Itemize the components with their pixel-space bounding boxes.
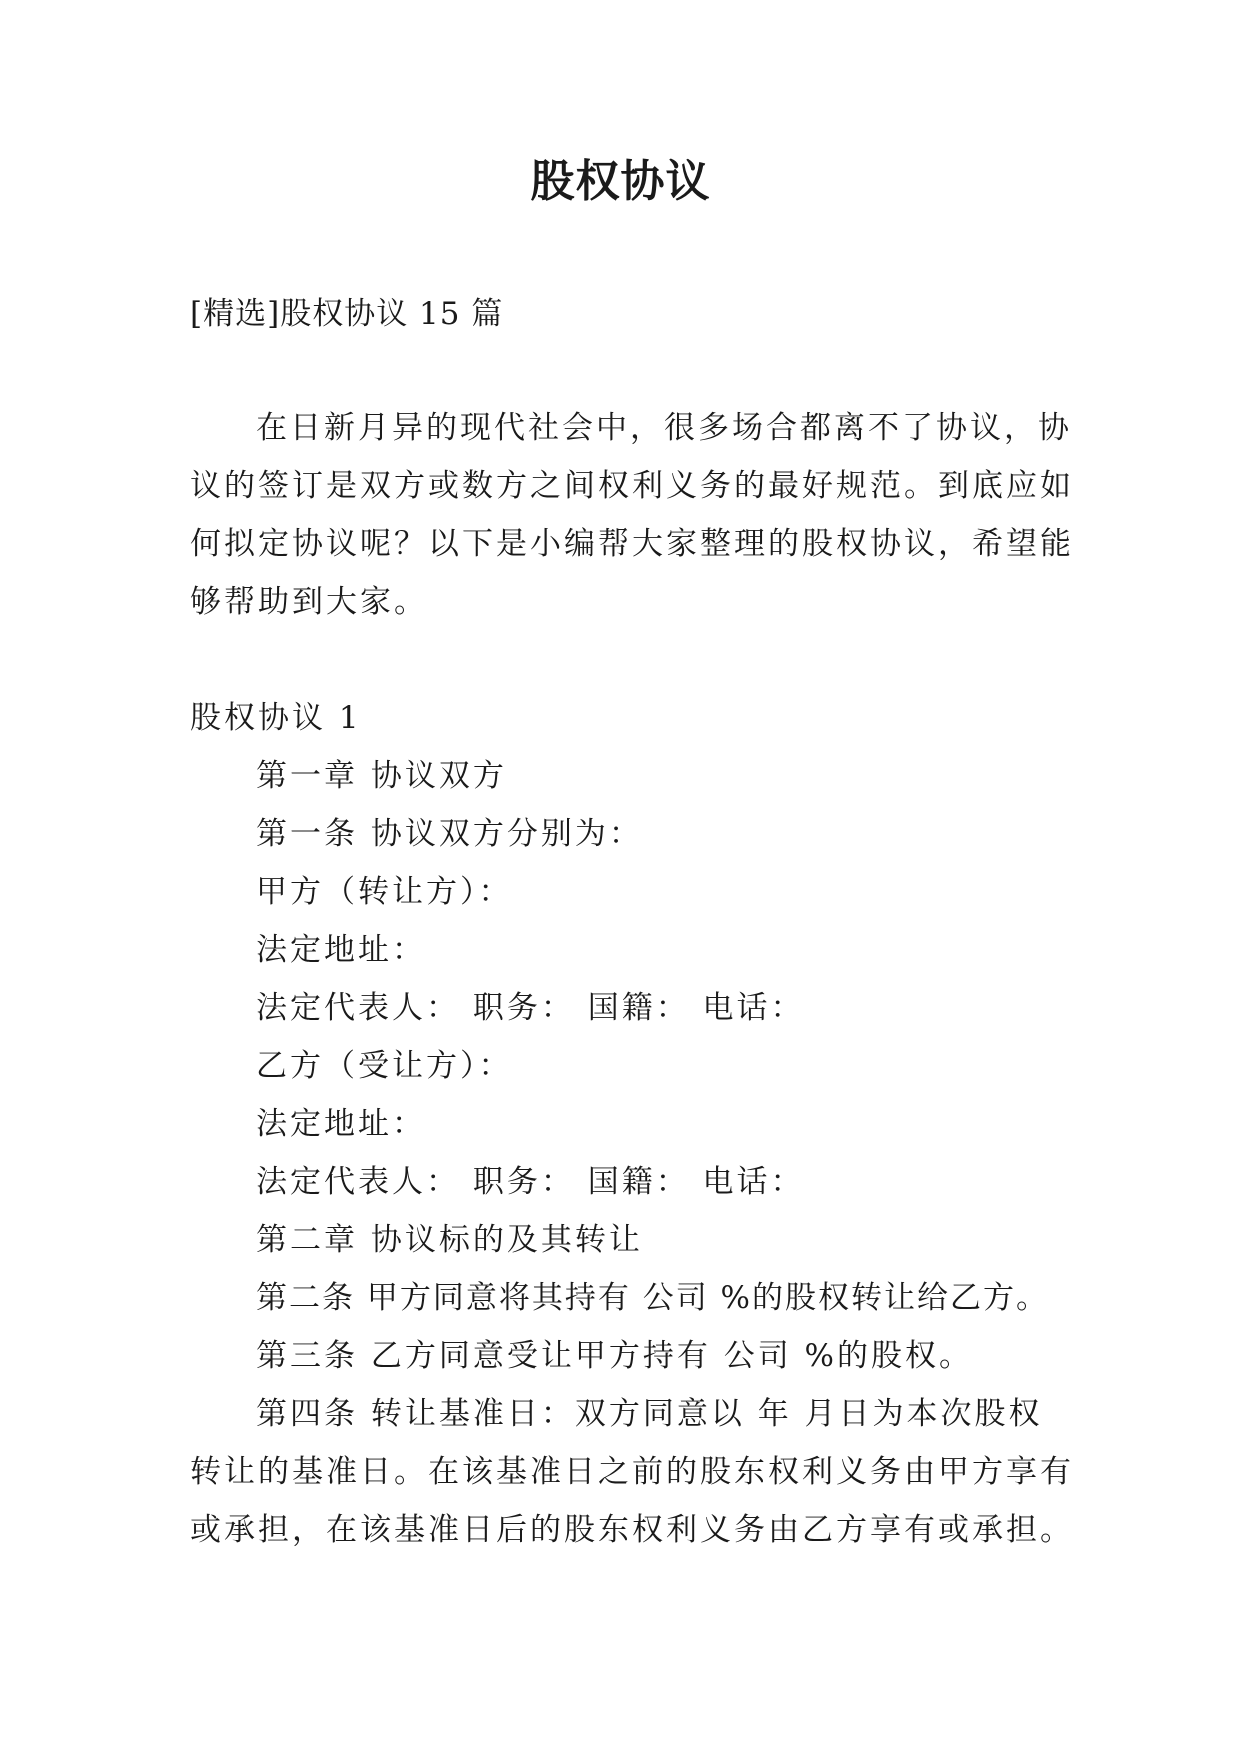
clause-line: 第四条 转让基准日：双方同意以 年 月日为本次股权	[256, 1396, 1043, 1432]
intro-line: 议的签订是双方或数方之间权利义务的最好规范。到底应如	[190, 468, 1074, 504]
intro-line: 在日新月异的现代社会中，很多场合都离不了协议，协	[256, 410, 1072, 446]
clause-line: 法定代表人： 职务： 国籍： 电话：	[256, 1164, 805, 1200]
clause-line: 法定代表人： 职务： 国籍： 电话：	[256, 990, 805, 1026]
clause-line: 第一章 协议双方	[256, 758, 507, 794]
clause-line: 甲方（转让方）：	[256, 874, 513, 910]
intro-line: 何拟定协议呢？以下是小编帮大家整理的股权协议，希望能	[190, 526, 1074, 562]
clause-line: 第二条 甲方同意将其持有 公司 %的股权转让给乙方。	[256, 1280, 1050, 1316]
clause-line: 第二章 协议标的及其转让	[256, 1222, 643, 1258]
continuation-line: 或承担，在该基准日后的股东权利义务由乙方享有或承担。	[190, 1512, 1074, 1548]
clause-line: 法定地址：	[256, 1106, 426, 1142]
document-title: 股权协议	[530, 156, 711, 207]
clause-line: 乙方（受让方）：	[256, 1048, 513, 1084]
clause-line: 法定地址：	[256, 932, 426, 968]
clause-line: 第一条 协议双方分别为：	[256, 816, 643, 852]
document-subtitle: [精选]股权协议 15 篇	[190, 296, 504, 332]
intro-line: 够帮助到大家。	[190, 584, 428, 620]
continuation-line: 转让的基准日。在该基准日之前的股东权利义务由甲方享有	[190, 1454, 1074, 1490]
clause-line: 第三条 乙方同意受让甲方持有 公司 %的股权。	[256, 1338, 974, 1374]
section-heading: 股权协议 1	[190, 700, 362, 736]
